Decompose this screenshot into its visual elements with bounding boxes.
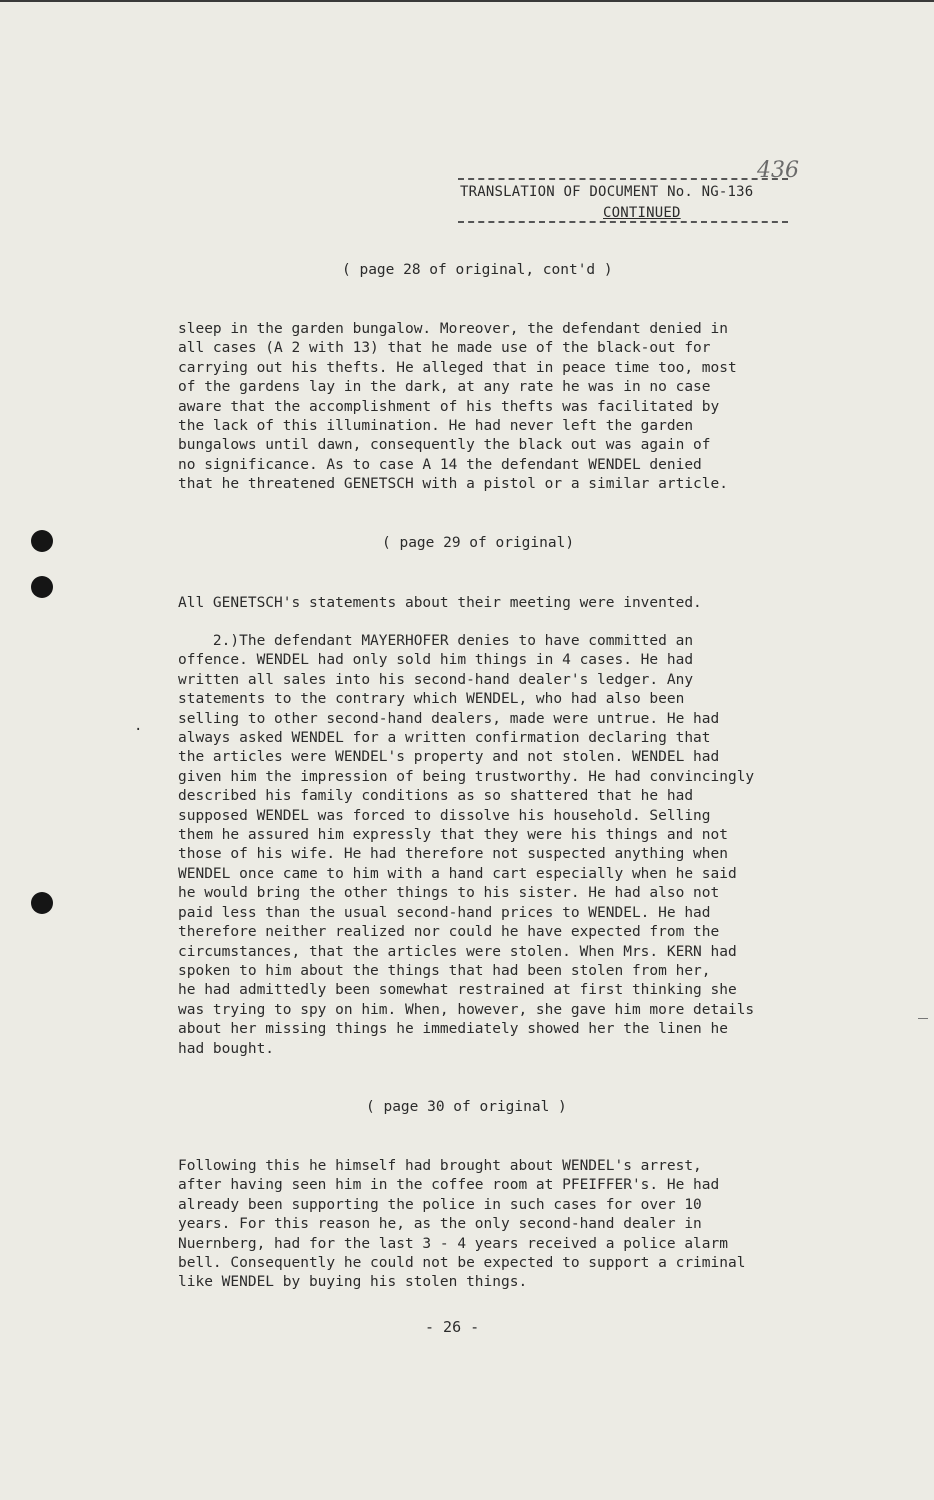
text-line: after having seen him in the coffee room at PFEIFFER's. He had bbox=[178, 1177, 720, 1194]
top-edge-line bbox=[0, 0, 934, 2]
text-line: Nuernberg, had for the last 3 - 4 years received a police alarm bbox=[178, 1235, 728, 1252]
header-top-rule bbox=[458, 178, 788, 180]
text-line: circumstances, that the articles were stolen. When Mrs. KERN had bbox=[178, 943, 737, 960]
text-line: aware that the accomplishment of his thefts was facilitated by bbox=[178, 398, 720, 415]
paragraph-block bbox=[178, 632, 818, 1059]
page-reference-30: ( page 30 of original ) bbox=[366, 1099, 567, 1115]
text-line: offence. WENDEL had only sold him things in 4 cases. He had bbox=[178, 652, 694, 669]
page-reference-28: ( page 28 of original, cont'd ) bbox=[342, 262, 613, 278]
text-line: he had admittedly been somewhat restrained at first thinking she bbox=[178, 982, 737, 999]
text-line: supposed WENDEL was forced to dissolve his household. Selling bbox=[178, 807, 711, 824]
text-line: had bought. bbox=[178, 1040, 275, 1057]
text-line: years. For this reason he, as the only second-hand dealer in bbox=[178, 1216, 702, 1233]
margin-mark: . bbox=[134, 718, 143, 734]
text-line: was trying to spy on him. When, however, she gave him more details bbox=[178, 1001, 755, 1018]
text-line: 2.)The defendant MAYERHOFER denies to have committed an bbox=[178, 633, 694, 649]
document-subtitle: CONTINUED bbox=[603, 205, 681, 221]
text-line: the articles were WENDEL's property and not stolen. WENDEL had bbox=[178, 749, 720, 766]
text-line: no significance. As to case A 14 the defendant WENDEL denied bbox=[178, 456, 702, 473]
text-line: therefore neither realized nor could he have expected from the bbox=[178, 924, 720, 941]
punch-hole-middle bbox=[31, 576, 53, 598]
text-line: All GENETSCH's statements about their meeting were invented. bbox=[178, 595, 702, 611]
text-line: he would bring the other things to his sister. He had also not bbox=[178, 885, 720, 902]
page-number: - 26 - bbox=[425, 1318, 480, 1336]
text-line: sleep in the garden bungalow. Moreover, the defendant denied in bbox=[178, 321, 728, 337]
text-line: bungalows until dawn, consequently the black out was again of bbox=[178, 437, 711, 454]
text-line: given him the impression of being trustworthy. He had convincingly bbox=[178, 768, 755, 785]
punch-hole-bottom bbox=[31, 892, 53, 914]
text-line: about her missing things he immediately showed her the linen he bbox=[178, 1021, 728, 1038]
margin-tick bbox=[918, 1018, 928, 1019]
text-line: described his family conditions as so shattered that he had bbox=[178, 788, 694, 805]
paragraph-block bbox=[178, 594, 818, 613]
text-line: all cases (A 2 with 13) that he made use of the black-out for bbox=[178, 340, 711, 357]
text-line: paid less than the usual second-hand prices to WENDEL. He had bbox=[178, 904, 711, 921]
text-line: the lack of this illumination. He had never left the garden bbox=[178, 418, 694, 435]
text-line: carrying out his thefts. He alleged that in peace time too, most bbox=[178, 359, 737, 376]
text-line: spoken to him about the things that had been stolen from her, bbox=[178, 962, 711, 979]
paragraph-block bbox=[178, 1157, 818, 1293]
text-line: already been supporting the police in such cases for over 10 bbox=[178, 1196, 702, 1213]
punch-hole-top bbox=[31, 530, 53, 552]
text-line: that he threatened GENETSCH with a pistol or a similar article. bbox=[178, 476, 728, 493]
text-line: selling to other second-hand dealers, made were untrue. He had bbox=[178, 710, 720, 727]
text-line: bell. Consequently he could not be expected to support a criminal bbox=[178, 1255, 746, 1272]
text-line: of the gardens lay in the dark, at any rate he was in no case bbox=[178, 379, 711, 396]
text-line: written all sales into his second-hand dealer's ledger. Any bbox=[178, 671, 694, 688]
text-line: statements to the contrary which WENDEL, who had also been bbox=[178, 691, 685, 708]
text-line: WENDEL once came to him with a hand cart especially when he said bbox=[178, 865, 737, 882]
document-title: TRANSLATION OF DOCUMENT No. NG-136 bbox=[460, 184, 754, 200]
text-line: Following this he himself had brought about WENDEL's arrest, bbox=[178, 1158, 702, 1174]
text-line: always asked WENDEL for a written confirmation declaring that bbox=[178, 730, 711, 747]
corner-page-mark: 436 bbox=[757, 158, 799, 183]
text-line: like WENDEL by buying his stolen things. bbox=[178, 1274, 528, 1291]
page-reference-29: ( page 29 of original) bbox=[382, 535, 575, 551]
text-line: them he assured him expressly that they were his things and not bbox=[178, 827, 728, 844]
paragraph-block bbox=[178, 320, 818, 495]
text-line: those of his wife. He had therefore not suspected anything when bbox=[178, 846, 728, 863]
header-bottom-rule bbox=[458, 221, 788, 223]
